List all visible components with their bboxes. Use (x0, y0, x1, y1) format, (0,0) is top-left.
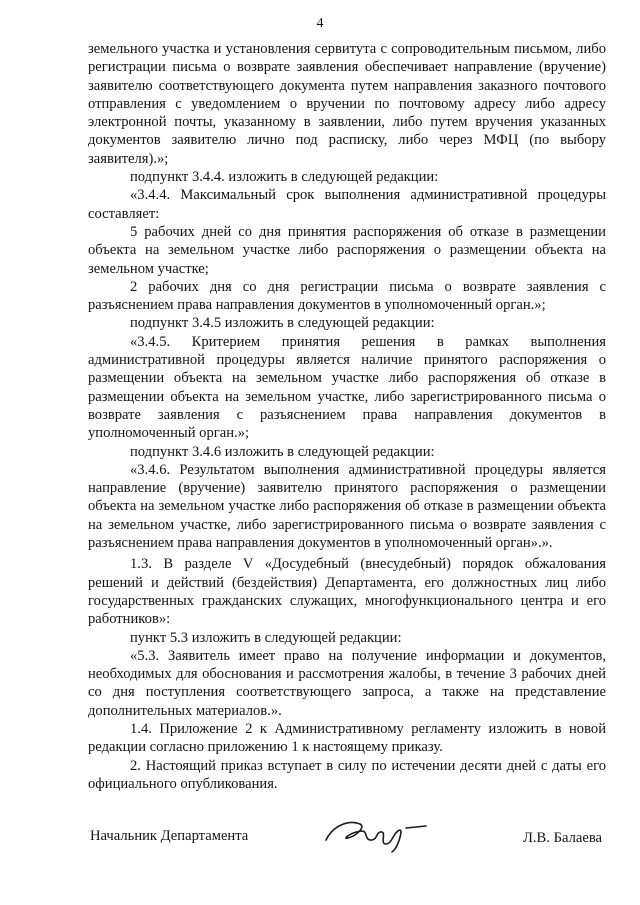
paragraph-3-4-4: «3.4.4. Максимальный срок выполнения административной процедуры составляет: (88, 187, 606, 222)
page-number: 4 (316, 16, 324, 31)
paragraph-subclause-3-4-5-intro: подпункт 3.4.5 изложить в следующей редакции: (130, 315, 435, 332)
paragraph-1-4: 1.4. Приложение 2 к Административному регламенту изложить в новой редакции согласно приложению 1 к настоящему приказу. (88, 720, 606, 756)
document-body (88, 40, 606, 793)
paragraph-point-5-3-intro: пункт 5.3 изложить в следующей редакции: (130, 629, 402, 646)
signature-block (88, 820, 608, 860)
paragraph-subclause-3-4-4-intro: подпункт 3.4.4. изложить в следующей редакции: (130, 169, 439, 186)
paragraph-2: 2. Настоящий приказ вступает в силу по истечении десяти дней с даты его официального опубликования. (88, 757, 606, 792)
paragraph-3-4-6: «3.4.6. Результатом выполнения административной процедуры является направление (вручение) заявителю принятого распоряжения о размещении объекта на земельном участке либо распоряжения об отказе в размещении объекта на земельном участке, либо зарегистрированного письма о возврате заявления с разъяснением права направления документов в уполномоченный орган».». (88, 461, 606, 552)
signer-title: Начальник Департамента (90, 828, 249, 844)
handwritten-signature (320, 814, 430, 854)
paragraph-1-3: 1.3. В разделе V «Досудебный (внесудебный) порядок обжалования решений и действий (бездействия) Департамента, его должностных лиц либо государственных гражданских служащих, многофункционального центра и его работников»: (88, 556, 606, 628)
paragraph-continuation: земельного участка и установления сервитута с сопроводительным письмом, либо регистрации письма о возврате заявления обеспечивает направление (вручение) заявителю соответствующего документа путем направления заказного почтового отправления с уведомлением о вручении по почтовому адресу либо адресу электронной почты, указанному в заявлении, либо путем вручения указанных документов заявителю лично под расписку, либо через МФЦ (по выбору заявителя).»; (88, 41, 606, 167)
signer-name: Л.В. Балаева (523, 830, 602, 846)
paragraph-subclause-3-4-6-intro: подпункт 3.4.6 изложить в следующей редакции: (130, 443, 435, 460)
paragraph-3-4-5: «3.4.5. Критерием принятия решения в рамках выполнения административной процедуры является наличие принятого распоряжения о размещении объекта на земельном участке либо распоряжения об отказе в размещении объекта на земельном участке, либо зарегистрированного письма о возврате заявления с разъяснением права направления документов в уполномоченный орган.»; (88, 333, 606, 442)
paragraph-5-days: 5 рабочих дней со дня принятия распоряжения об отказе в размещении объекта на земельном участке либо распоряжения о размещении объекта на земельном участке; (88, 223, 606, 277)
paragraph-2-days: 2 рабочих дня со дня регистрации письма о возврате заявления с разъяснением права направления документов в уполномоченный орган.»; (88, 278, 606, 314)
paragraph-5-3: «5.3. Заявитель имеет право на получение информации и документов, необходимых для обоснования и рассмотрения жалобы, в течение 3 рабочих дней со дня поступления соответствующего запроса, а также на представление дополнительных материалов.». (88, 647, 606, 719)
